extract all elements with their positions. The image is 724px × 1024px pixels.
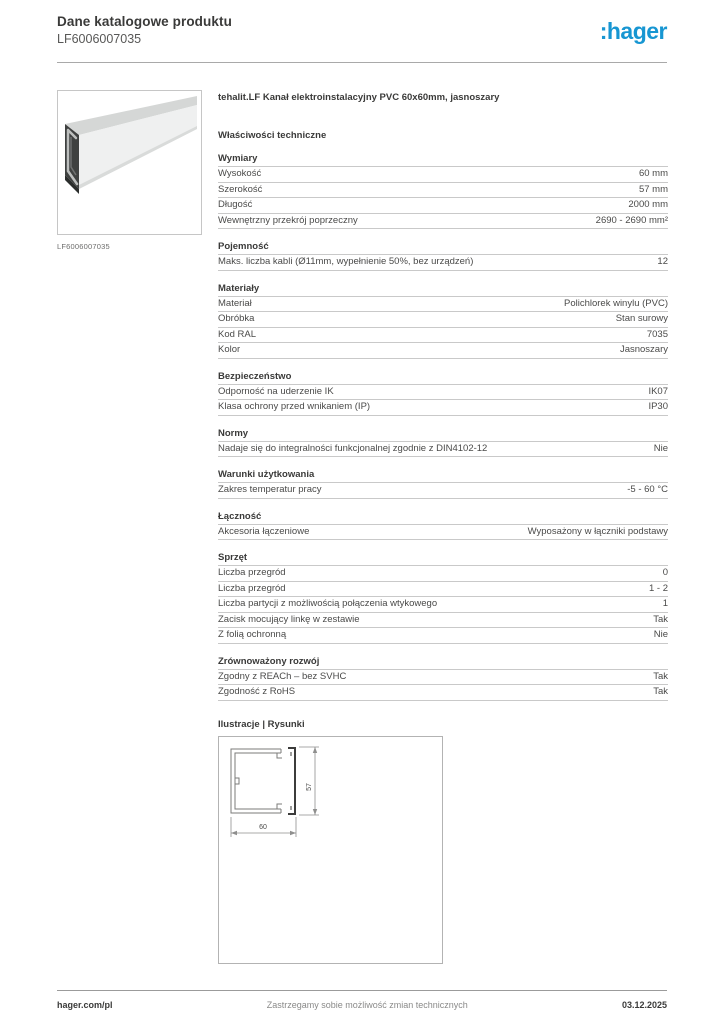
product-image-caption: LF6006007035 xyxy=(57,242,110,251)
spec-label: Nadaje się do integralności funkcjonalnej zgodnie z DIN4102-12 xyxy=(218,442,488,454)
document-title: Dane katalogowe produktu xyxy=(57,14,232,29)
spec-row xyxy=(218,343,668,359)
spec-section-title: Materiały xyxy=(218,283,668,297)
spec-value: 7035 xyxy=(646,328,668,340)
spec-section-rows xyxy=(218,167,668,229)
spec-section-rows xyxy=(218,297,668,359)
trunking-photo-illustration xyxy=(58,91,201,234)
spec-label: Kod RAL xyxy=(218,328,257,340)
spec-label: Wysokość xyxy=(218,168,262,179)
spec-label: Klasa ochrony przed wnikaniem (IP) xyxy=(218,401,371,412)
spec-value: 0 xyxy=(662,567,668,578)
spec-row xyxy=(218,183,668,199)
spec-label: Liczba partycji z możliwością połączenia wtykowego xyxy=(218,598,438,609)
spec-label: Z folią ochronną xyxy=(218,629,287,640)
spec-row xyxy=(218,670,668,686)
spec-section-title: Sprzęt xyxy=(218,552,668,566)
spec-row xyxy=(218,613,668,629)
spec-section-rows xyxy=(218,255,668,271)
product-image-column xyxy=(57,90,202,251)
spec-value: Tak xyxy=(653,670,668,682)
footer-date: 03.12.2025 xyxy=(621,1000,667,1010)
spec-value: Tak xyxy=(653,613,668,625)
spec-label: Szerokość xyxy=(218,183,263,195)
spec-value: 2000 mm xyxy=(628,199,668,210)
page-header xyxy=(57,14,667,46)
spec-row xyxy=(218,328,668,344)
spec-value: Polichlorek winylu (PVC) xyxy=(563,297,668,309)
spec-row xyxy=(218,442,668,458)
spec-row xyxy=(218,297,668,313)
spec-label: Zacisk mocujący linkę w zestawie xyxy=(218,613,360,625)
spec-section-rows xyxy=(218,483,668,499)
spec-value: Nie xyxy=(653,442,668,454)
spec-label: Odporność na uderzenie IK xyxy=(218,385,334,397)
cross-section-drawing xyxy=(219,737,442,963)
spec-label: Liczba przegród xyxy=(218,582,286,594)
spec-section xyxy=(218,283,668,359)
illustrations-heading: Ilustracje | Rysunki xyxy=(218,718,305,730)
spec-value: Jasnoszary xyxy=(619,344,668,355)
spec-label: Zgodność z RoHS xyxy=(218,686,296,697)
technical-drawing xyxy=(218,736,443,964)
spec-value: 57 mm xyxy=(638,183,668,195)
spec-row xyxy=(218,597,668,613)
spec-section-rows xyxy=(218,385,668,416)
spec-row xyxy=(218,566,668,582)
spec-label: Kolor xyxy=(218,344,241,355)
spec-row xyxy=(218,400,668,416)
spec-section-title: Normy xyxy=(218,428,668,442)
spec-value: IK07 xyxy=(648,385,668,397)
spec-section-rows xyxy=(218,442,668,458)
spec-value: 2690 - 2690 mm² xyxy=(595,214,668,226)
header-divider xyxy=(57,62,667,63)
document-product-code: LF6006007035 xyxy=(57,32,142,46)
spec-value: 12 xyxy=(657,256,668,267)
spec-label: Zgodny z REACh – bez SVHC xyxy=(218,670,347,682)
product-image xyxy=(57,90,202,235)
spec-section xyxy=(218,511,668,541)
spec-label: Zakres temperatur pracy xyxy=(218,484,322,495)
spec-row xyxy=(218,214,668,230)
spec-row xyxy=(218,385,668,401)
hager-logo: :hager xyxy=(599,18,667,44)
footer-website: hager.com/pl xyxy=(57,1000,113,1010)
drawing-height-label: 57 xyxy=(306,782,313,791)
spec-section-title: Wymiary xyxy=(218,153,668,167)
drawing-width-label: 60 xyxy=(259,823,267,831)
technical-properties-heading: Właściwości techniczne xyxy=(218,130,327,141)
spec-section-rows xyxy=(218,566,668,644)
spec-label: Długość xyxy=(218,199,253,210)
spec-row xyxy=(218,628,668,644)
spec-section-title: Zrównoważony rozwój xyxy=(218,656,668,670)
spec-value: 1 xyxy=(662,598,668,609)
spec-section-rows xyxy=(218,670,668,701)
spec-section xyxy=(218,153,668,229)
spec-row xyxy=(218,167,668,183)
spec-row xyxy=(218,198,668,214)
spec-value: -5 - 60 °C xyxy=(627,484,668,495)
spec-value: Wyposażony w łączniki podstawy xyxy=(527,525,668,537)
spec-section-title: Bezpieczeństwo xyxy=(218,371,668,385)
spec-label: Akcesoria łączeniowe xyxy=(218,525,310,537)
spec-section xyxy=(218,428,668,458)
page-footer xyxy=(57,990,667,1010)
spec-section xyxy=(218,371,668,416)
spec-sections xyxy=(218,153,668,701)
spec-value: IP30 xyxy=(648,401,668,412)
spec-row xyxy=(218,685,668,701)
spec-section-title: Pojemność xyxy=(218,241,668,255)
spec-label: Materiał xyxy=(218,297,252,309)
spec-section xyxy=(218,241,668,271)
spec-section xyxy=(218,469,668,499)
spec-row xyxy=(218,312,668,328)
footer-disclaimer: Zastrzegamy sobie możliwość zmian technicznych xyxy=(266,1000,468,1010)
spec-value: Stan surowy xyxy=(615,313,668,324)
spec-section xyxy=(218,656,668,701)
spec-value: Tak xyxy=(653,686,668,697)
spec-label: Wewnętrzny przekrój poprzeczny xyxy=(218,214,358,226)
spec-section-title: Warunki użytkowania xyxy=(218,469,668,483)
product-title: tehalit.LF Kanał elektroinstalacyjny PVC 60x60mm, jasnoszary xyxy=(218,92,500,103)
spec-row xyxy=(218,255,668,271)
spec-value: 60 mm xyxy=(638,168,668,179)
spec-row xyxy=(218,483,668,499)
main-content xyxy=(218,90,668,964)
spec-label: Maks. liczba kabli (Ø11mm, wypełnienie 50%, bez urządzeń) xyxy=(218,256,474,267)
spec-row xyxy=(218,525,668,541)
spec-value: 1 - 2 xyxy=(648,582,668,594)
spec-section-rows xyxy=(218,525,668,541)
spec-section-title: Łączność xyxy=(218,511,668,525)
spec-label: Liczba przegród xyxy=(218,567,286,578)
spec-value: Nie xyxy=(653,629,668,640)
spec-section xyxy=(218,552,668,644)
spec-row xyxy=(218,582,668,598)
spec-label: Obróbka xyxy=(218,313,255,324)
